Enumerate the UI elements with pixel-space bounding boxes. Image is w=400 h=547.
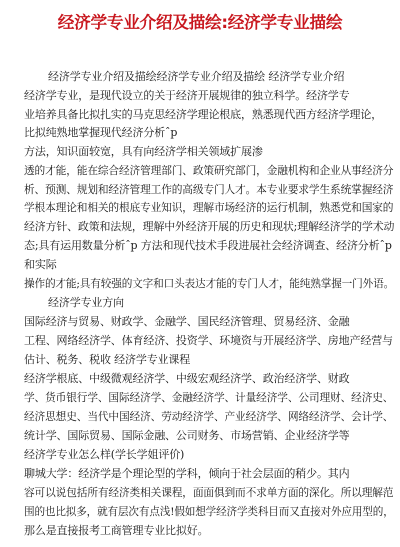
body-line: 和实际 [24, 258, 57, 271]
body-line: 经济方针、政策和法规，理解中外经济开展的历史和现状;理解经济学的学术动 [24, 220, 395, 233]
body-line: 方法，知识面较宽，具有向经济学相关领域扩展渗 [24, 145, 263, 158]
body-line: 比拟纯熟地掌握现代经济分析ˆp [24, 126, 178, 139]
body-line: 估计、税务、税收 经济学专业课程 [24, 353, 191, 366]
body-line: 统计学、国际贸易、国际金融、公司财务、市场营销、企业经济学等 [24, 429, 350, 442]
intro-header-line: 经济学专业介绍及描绘经济学专业介绍及描绘 经济学专业介绍 [48, 70, 345, 83]
section-heading-reviews: 经济学专业怎么样(学长学姐评价) [24, 448, 185, 461]
page-title: 经济学专业介绍及描绘:经济学专业描绘 [57, 13, 343, 32]
body-line: 学根本理论和相关的根底专业知识，理解市场经济的运行机制，熟悉党和国家的 [24, 201, 394, 214]
body-line: 经济思想史、当代中国经济、劳动经济学、产业经济学、网络经济学、会计学、 [24, 410, 394, 423]
body-line: 容可以说包括所有经济类相关课程，面面俱到而不求单方面的深化。所以理解范 [24, 486, 394, 499]
body-line: 态;具有运用数量分析ˆp 方法和现代技术手段进展社会经济调查、经济分析ˆp [24, 239, 392, 252]
body-line: 工程、网络经济学、体育经济、投资学、环境资与开展经济学、房地产经营与 [24, 334, 393, 347]
body-line: 学、货币银行学、国际经济学、金融经济学、计量经济学、公司理财、经济史、 [24, 391, 394, 404]
body-line: 经济学专业，是现代设立的关于经济开展规律的独立科学。经济学专 [24, 89, 350, 102]
body-line: 透的才能，能在综合经济管理部门、政策研究部门，金融机构和企业从事经济分 [24, 164, 394, 177]
body-line: 经济学根底、中级微观经济学、中级宏观经济学、政治经济学、财政 [24, 372, 350, 385]
body-line: 业培养具备比拟扎实的马克思经济学理论根底，熟悉现代西方经济学理论， [24, 108, 383, 121]
body-line: 聊城大学：经济学是个理论型的学科，倾向于社会层面的稍少。其内 [24, 467, 350, 480]
body-line: 操作的才能;具有较强的文字和口头表达才能的专门人才，能纯熟掌握一门外语。 [24, 277, 395, 290]
body-line: 围的也比拟多，就有层次有点浅!假如想学经济学类科目而又直接对外应用型的， [24, 506, 394, 518]
body-line: 析、预测、规划和经济管理工作的高级专门人才。本专业要求学生系统掌握经济 [24, 183, 394, 196]
body-line: 国际经济与贸易、财政学、金融学、国民经济管理、贸易经济、金融 [24, 315, 350, 328]
body-line: 那么是直接报考工商管理专业比拟好。 [24, 524, 209, 537]
section-heading-directions: 经济学专业方向 [48, 296, 124, 309]
